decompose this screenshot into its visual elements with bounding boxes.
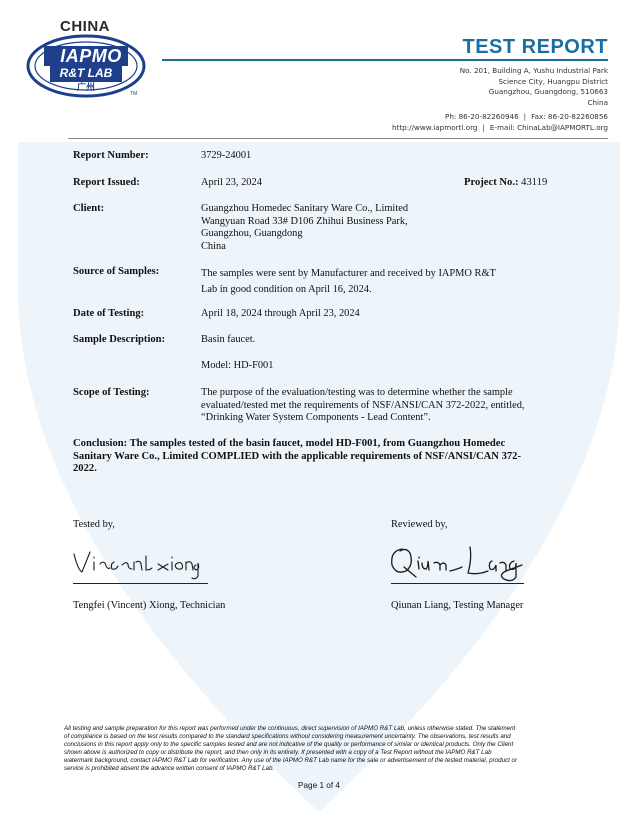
reviewer-signature-icon [388, 543, 528, 583]
client-line: Guangzhou Homedec Sanitary Ware Co., Limited [201, 203, 409, 214]
conclusion [73, 438, 573, 476]
logo-sub-text: R&T LAB [59, 66, 113, 80]
source-line: The samples were sent by Manufacturer and received by IAPMO R&T [201, 268, 496, 279]
disclaimer-line: service is prohibited absent the advance written consent of IAPMO R&T Lab. [64, 765, 275, 772]
iapmo-logo [24, 18, 154, 102]
scope-value [201, 387, 525, 425]
source-label: Source of Samples: [73, 266, 160, 277]
lab-contact: Ph: 86-20-82260946 | Fax: 86-20-82260856 http://www.iapmortl.org | E-mail: ChinaLab@IAPMORTL.org [391, 112, 608, 132]
project-number-label: Project No.: [464, 177, 519, 188]
conclusion-line: Sanitary Ware Co., Limited COMPLIED with the applicable requirements of NSF/ANSI/CAN 372- [73, 450, 521, 462]
scope-line: evaluated/tested met the requirements of NSF/ANSI/CAN 372-2022, entitled, [201, 399, 525, 411]
report-issued-value: April 23, 2024 [201, 177, 262, 188]
tester-signature-icon [72, 548, 202, 580]
project-number-value: 43119 [521, 177, 548, 188]
logo-chinese-text: 广州 [76, 83, 95, 93]
disclaimer [64, 725, 608, 773]
sample-description-label: Sample Description: [73, 334, 166, 345]
testing-date-label: Date of Testing: [73, 308, 145, 319]
client-line: Wangyuan Road 33# D106 Zhihui Business Park, [201, 215, 408, 227]
scope-label: Scope of Testing: [73, 387, 150, 398]
tested-by-label: Tested by, [73, 519, 115, 530]
report-number-label: Report Number: [73, 150, 149, 161]
title-divider [162, 59, 608, 61]
project-number [464, 177, 547, 188]
testing-date-value: April 18, 2024 through April 23, 2024 [201, 308, 360, 319]
sample-description-value: Basin faucet. [201, 334, 256, 345]
report-title: TEST REPORT [462, 36, 608, 58]
scope-line: “Drinking Water System Components - Lead Content”. [201, 412, 431, 424]
address-line: Science City, Huangpu District [498, 76, 608, 86]
client-line: Guangzhou, Guangdong [201, 228, 303, 240]
lab-address [460, 66, 608, 108]
fax-number: Fax: 86-20-82260856 [531, 112, 608, 121]
logo-top-text: CHINA [60, 18, 110, 35]
disclaimer-line: shown above is authorized to copy or distribute the report, and then only in its entirety. If presented with a copy of a Test Report without the IAPMO R&T Lab [64, 749, 492, 756]
conclusion-line: 2022. [73, 463, 97, 475]
address-line: Guangzhou, Guangdong, 510663 [488, 87, 608, 97]
client-line: China [201, 240, 226, 252]
logo-trademark: TM [130, 91, 138, 97]
scope-line: The purpose of the evaluation/testing was to determine whether the sample [201, 387, 513, 398]
reviewer-signature-line [391, 583, 524, 584]
disclaimer-line: All testing and sample preparation for this report was performed under the continuous, direct supervision of IAPMO R&T Lab, unless otherwise stated. The statement [64, 725, 516, 732]
report-issued-label: Report Issued: [73, 177, 140, 188]
phone-number: Ph: 86-20-82260946 [445, 112, 519, 121]
tester-signature-line [73, 583, 208, 584]
page-number: Page 1 of 4 [298, 781, 340, 790]
logo-main-text: IAPMO [60, 46, 122, 66]
email-link[interactable]: E-mail: ChinaLab@IAPMORTL.org [489, 122, 608, 132]
disclaimer-line: watermark background, contact IAPMO R&T Lab for verification. Any use of the IAPMO R&T Lab name for the sale or advertisement of the tested material, product or [64, 757, 518, 764]
website-link[interactable]: http://www.iapmortl.org [391, 122, 478, 132]
tester-name: Tengfei (Vincent) Xiong, Technician [73, 600, 226, 611]
conclusion-line: Conclusion: The samples tested of the basin faucet, model HD-F001, from Guangzhou Homedec [73, 438, 506, 449]
source-value [201, 266, 496, 297]
sample-model: Model: HD-F001 [201, 360, 274, 371]
address-line: China [587, 97, 608, 107]
header-divider [68, 138, 608, 139]
disclaimer-line: of compliance is based on the test results compared to the standard specifications without considering measurement uncertainty. The observations, test results and [64, 733, 511, 740]
reviewed-by-label: Reviewed by, [391, 519, 448, 530]
source-line: Lab in good condition on April 16, 2024. [201, 283, 372, 295]
reviewer-name: Qiunan Liang, Testing Manager [391, 600, 524, 611]
report-number-value: 3729-24001 [201, 150, 252, 161]
address-line: No. 201, Building A, Yushu Industrial Park [459, 66, 608, 75]
client-value [201, 203, 408, 253]
disclaimer-line: conclusions in this report apply only to the specific samples tested and are not indicative of the quality or performance of similar or identical products. Only the Client [64, 741, 514, 748]
client-label: Client: [73, 203, 105, 214]
